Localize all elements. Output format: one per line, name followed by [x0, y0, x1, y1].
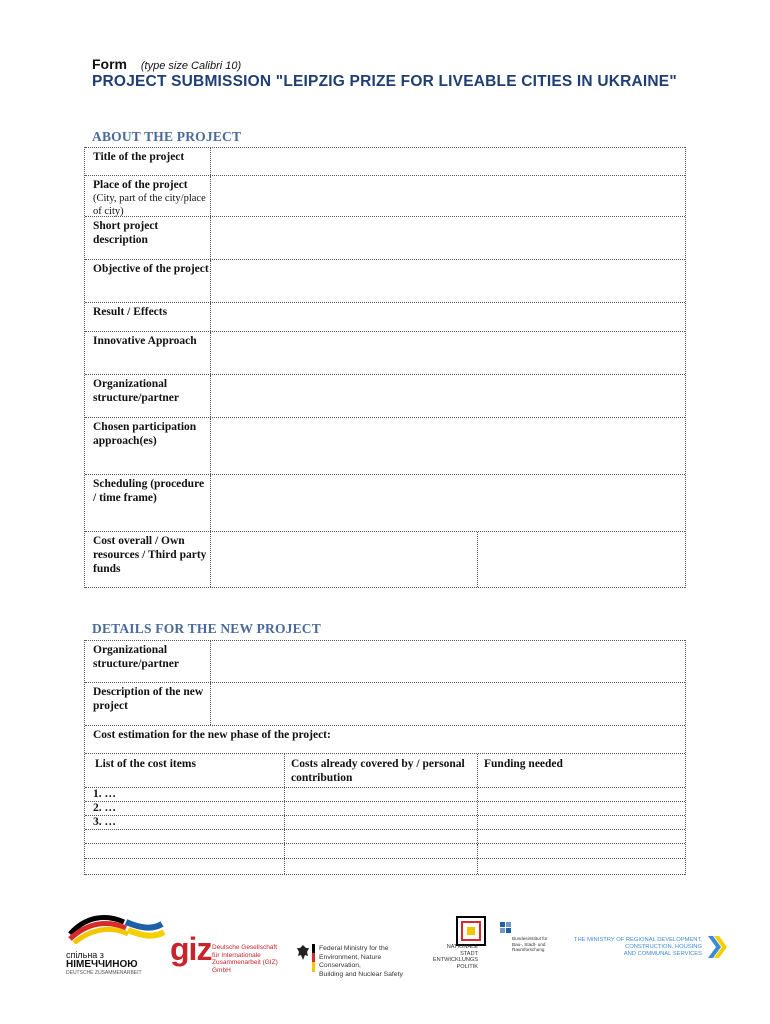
nsp-line4: POLITIK	[456, 963, 478, 970]
details-table	[84, 640, 686, 875]
nsp-text	[433, 944, 478, 970]
details-row-description	[85, 682, 685, 725]
ministry-logo	[568, 934, 728, 964]
details-row-cost-estimation	[85, 725, 685, 753]
cost-header-funding: Funding needed	[484, 758, 563, 770]
about-label-objective: Objective of the project	[93, 263, 209, 275]
ministry-line1: THE MINISTRY OF REGIONAL DEVELOPMENT,	[573, 937, 702, 943]
ministry-chevron-icon	[706, 934, 728, 960]
about-field-cost-right[interactable]	[477, 532, 685, 587]
cost-row-1	[85, 787, 685, 801]
details-field-organizational[interactable]	[210, 641, 685, 682]
ministry-line2: CONSTRUCTION, HOUSING	[625, 944, 702, 951]
about-row-short-description	[85, 216, 685, 259]
bbsr-line1: Bundesinstitut für	[512, 936, 548, 941]
spilno-logo	[66, 912, 166, 976]
bmub-line1: Federal Ministry for the	[319, 945, 389, 952]
nsp-line1: NATIONALE	[446, 944, 478, 950]
about-label-place-sub: (City, part of the city/place of city)	[93, 193, 206, 217]
cost-row-6	[85, 858, 685, 875]
form-label	[92, 56, 241, 72]
giz-logo	[170, 931, 290, 974]
form-note: (type size Calibri 10)	[140, 60, 242, 72]
spilno-flag-icon	[66, 912, 166, 944]
cost-row-2	[85, 801, 685, 815]
about-field-title[interactable]	[210, 148, 685, 175]
bmub-text	[319, 945, 422, 979]
details-label-organizational: Organizational structure/partner	[93, 644, 180, 670]
nsp-line3: ENTWICKLUNGS	[432, 957, 478, 963]
cost-header-items: List of the cost items	[95, 758, 196, 770]
spilno-line3: DEUTSCHE ZUSAMMENARBEIT	[66, 970, 142, 976]
about-field-scheduling[interactable]	[210, 475, 685, 531]
cost-row-3	[85, 815, 685, 829]
about-field-participation[interactable]	[210, 418, 685, 474]
about-row-scheduling	[85, 474, 685, 531]
about-field-result[interactable]	[210, 303, 685, 331]
details-label-description: Description of the new project	[93, 686, 204, 712]
bmub-logo	[296, 944, 422, 978]
bbsr-line3: Raumforschung	[512, 947, 545, 953]
giz-line1: Deutsche Gesellschaft	[212, 944, 278, 951]
cost-item-3: 3. …	[93, 816, 116, 828]
about-label-result: Result / Effects	[93, 306, 168, 318]
cost-estimation-label: Cost estimation for the new phase of the project:	[93, 729, 331, 741]
about-label-innovative: Innovative Approach	[93, 335, 197, 347]
spilno-line2: НІМЕЧЧИНОЮ	[66, 959, 138, 970]
cost-item-2: 2. …	[93, 802, 116, 814]
about-row-objective	[85, 259, 685, 302]
about-row-title	[85, 147, 685, 175]
about-row-organizational	[85, 374, 685, 417]
about-table	[84, 147, 686, 588]
about-row-result	[85, 302, 685, 331]
about-label-short-description: Short project description	[93, 220, 159, 246]
about-label-place-text: Place of the project	[93, 179, 188, 191]
details-row-organizational	[85, 640, 685, 682]
giz-mark: giz	[170, 931, 212, 967]
nsp-square-icon	[456, 916, 486, 946]
document-title: PROJECT SUBMISSION "LEIPZIG PRIZE FOR LIVEABLE CITIES IN UKRAINE"	[92, 73, 677, 90]
eagle-icon	[296, 944, 310, 962]
about-label-title: Title of the project	[93, 151, 185, 163]
details-field-description[interactable]	[210, 683, 685, 725]
about-label-organizational: Organizational structure/partner	[93, 378, 180, 404]
cost-row-4	[85, 829, 685, 843]
about-row-innovative	[85, 331, 685, 374]
about-label-place	[85, 176, 209, 216]
cost-row-5	[85, 843, 685, 858]
giz-text	[212, 944, 290, 974]
ministry-line3: AND COMMUNAL SERVICES	[623, 951, 702, 958]
bmub-line3: Building and Nuclear Safety	[319, 970, 403, 978]
cost-table-header-row	[85, 753, 685, 787]
ministry-text	[568, 937, 702, 959]
cost-item-1: 1. …	[93, 788, 116, 800]
form-word: Form	[92, 56, 127, 72]
nsp-line2: STADT	[460, 950, 478, 957]
about-label-participation: Chosen participation approach(es)	[93, 421, 197, 447]
about-row-cost	[85, 531, 685, 588]
about-row-place	[85, 175, 685, 216]
bbsr-line2: Bau-, Stadt- und	[512, 941, 546, 947]
giz-line3: Zusammenarbeit (GIZ) GmbH	[212, 959, 278, 974]
bmub-flag-bar	[312, 944, 315, 972]
about-label-scheduling: Scheduling (procedure / time frame)	[93, 478, 205, 504]
giz-line2: für Internationale	[212, 951, 261, 959]
about-field-objective[interactable]	[210, 260, 685, 302]
about-field-cost-left[interactable]	[210, 532, 477, 587]
about-row-participation	[85, 417, 685, 474]
cost-header-covered: Costs already covered by / personal contribution	[291, 758, 465, 784]
about-label-cost: Cost overall / Own resources / Third party funds	[93, 535, 207, 575]
about-field-place[interactable]	[210, 176, 685, 216]
nsp-logo	[418, 916, 488, 976]
about-field-organizational[interactable]	[210, 375, 685, 417]
bbsr-mark-icon	[500, 922, 512, 934]
about-field-innovative[interactable]	[210, 332, 685, 374]
bbsr-logo	[498, 922, 558, 972]
about-field-short-description[interactable]	[210, 217, 685, 259]
bmub-line2: Environment, Nature Conservation,	[319, 953, 382, 969]
about-heading: ABOUT THE PROJECT	[92, 129, 242, 144]
bbsr-text	[512, 936, 548, 953]
details-heading: DETAILS FOR THE NEW PROJECT	[92, 621, 321, 636]
spilno-line1: спільна з	[66, 950, 104, 960]
